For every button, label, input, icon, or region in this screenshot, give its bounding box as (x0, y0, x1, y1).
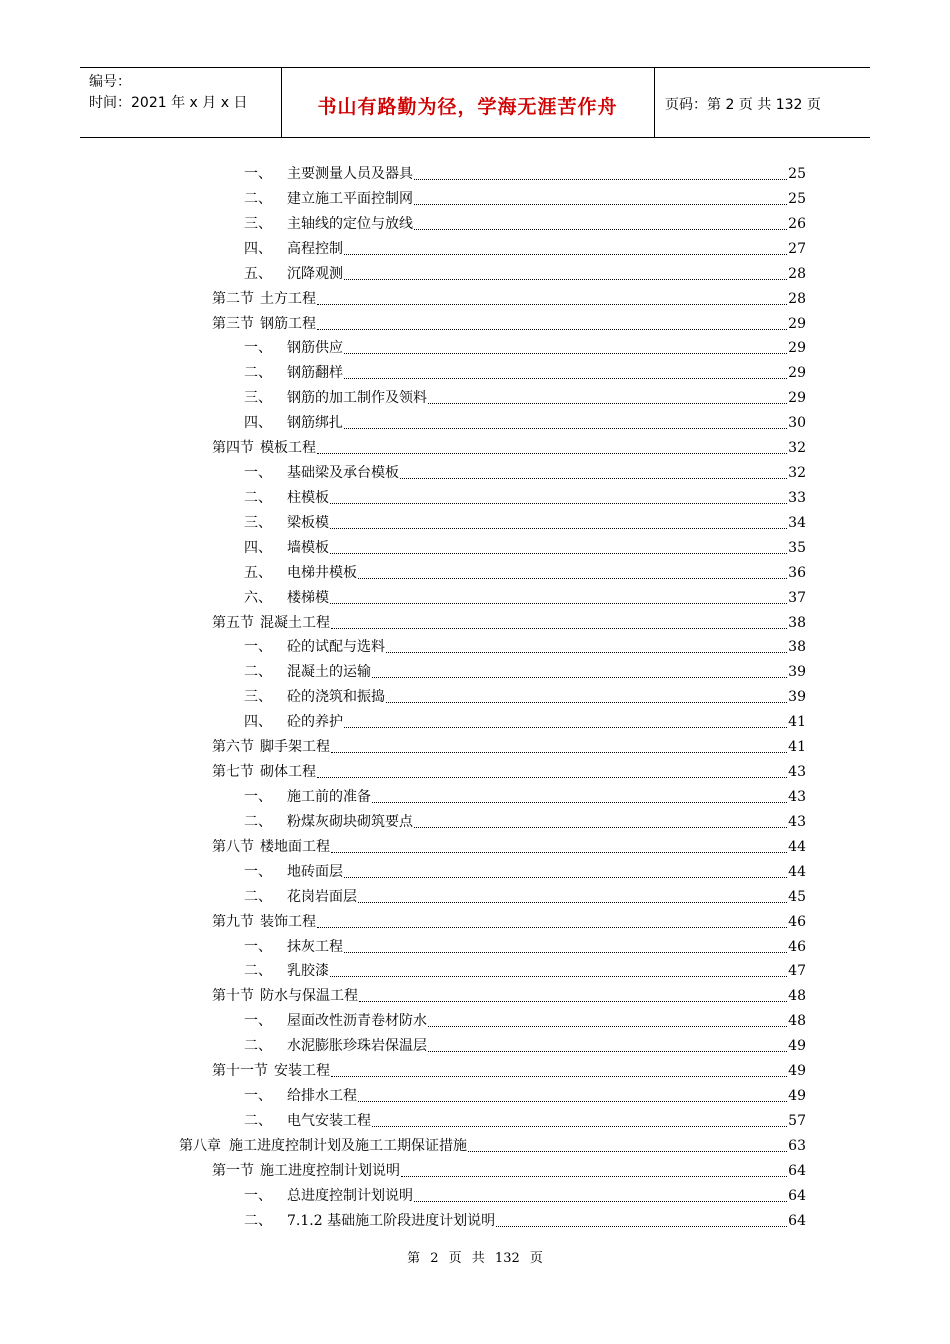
toc-dot-leader (317, 326, 787, 330)
toc-entry-page: 28 (788, 290, 806, 307)
toc-entry-page: 39 (788, 664, 806, 681)
toc-entry-number: 一、 (244, 789, 272, 805)
toc-entry[interactable] (179, 1130, 806, 1155)
toc-entry[interactable] (244, 183, 806, 208)
toc-entry[interactable] (244, 357, 806, 382)
document-date-label: 时间：2021 年 x 月 x 日 (89, 95, 248, 111)
toc-dot-leader (344, 350, 787, 354)
toc-dot-leader (400, 475, 787, 479)
toc-entry[interactable] (244, 931, 806, 956)
toc-dot-leader (372, 799, 787, 803)
toc-entry-page: 43 (788, 764, 806, 781)
toc-dot-leader (428, 1023, 787, 1027)
page-footer: 第 2 页 共 132 页 (407, 1251, 543, 1266)
toc-entry-title: 楼梯模 (287, 589, 329, 606)
toc-entry[interactable] (244, 1105, 806, 1130)
toc-dot-leader (414, 176, 787, 180)
toc-entry-page: 32 (788, 465, 806, 482)
toc-entry-page: 29 (788, 340, 806, 357)
toc-dot-leader (330, 550, 787, 554)
toc-entry-number: 五、 (244, 265, 272, 282)
toc-entry-number: 第四节 (212, 440, 254, 457)
toc-dot-leader (344, 251, 787, 255)
toc-entry-title: 钢筋的加工制作及领料 (287, 390, 427, 407)
toc-entry-title: 防水与保温工程 (260, 988, 358, 1005)
toc-entry-title: 脚手架工程 (260, 739, 330, 756)
header-motto-cell (281, 68, 655, 137)
toc-entry-page: 29 (788, 365, 806, 382)
toc-entry[interactable] (212, 980, 806, 1005)
toc-entry-number: 第八章 (179, 1137, 221, 1154)
toc-entry-title: 7.1.2 基础施工阶段进度计划说明 (287, 1212, 496, 1229)
toc-entry[interactable] (244, 582, 806, 607)
toc-entry-title: 给排水工程 (287, 1088, 357, 1105)
toc-entry-page: 25 (788, 190, 806, 207)
document-number-label: 编号： (89, 74, 131, 90)
toc-entry[interactable] (212, 283, 806, 308)
toc-entry[interactable] (244, 382, 806, 407)
toc-entry-page: 44 (788, 838, 806, 855)
toc-entry-number: 一、 (244, 1013, 272, 1030)
toc-entry-title: 装饰工程 (260, 913, 316, 930)
toc-entry-number: 一、 (244, 863, 272, 880)
toc-entry-number: 三、 (244, 390, 272, 407)
toc-entry[interactable] (244, 208, 806, 233)
toc-entry[interactable] (244, 532, 806, 557)
toc-entry-title: 钢筋绑扎 (287, 415, 343, 432)
toc-entry-number: 二、 (244, 813, 272, 830)
toc-entry[interactable] (244, 258, 806, 283)
toc-dot-leader (344, 724, 787, 728)
toc-dot-leader (344, 276, 787, 280)
toc-entry[interactable] (244, 1080, 806, 1105)
header-meta-cell (80, 68, 282, 137)
toc-entry[interactable] (244, 407, 806, 432)
toc-entry[interactable] (244, 706, 806, 731)
header-motto: 书山有路勤为径，学海无涯苦作舟 (317, 96, 618, 118)
toc-entry[interactable] (244, 1205, 806, 1230)
toc-entry[interactable] (244, 681, 806, 706)
toc-entry[interactable] (244, 1030, 806, 1055)
toc-entry-title: 建立施工平面控制网 (287, 190, 413, 207)
toc-entry-number: 三、 (244, 215, 272, 232)
toc-entry-page: 44 (788, 863, 806, 880)
toc-entry[interactable] (212, 607, 806, 632)
toc-entry[interactable] (244, 233, 806, 258)
toc-entry-title: 钢筋翻样 (287, 365, 343, 382)
toc-entry[interactable] (244, 457, 806, 482)
toc-entry-number: 四、 (244, 714, 272, 731)
toc-dot-leader (359, 998, 787, 1002)
toc-entry-page: 45 (788, 888, 806, 905)
toc-entry-title: 施工前的准备 (287, 789, 371, 805)
toc-entry-number: 第十节 (212, 988, 254, 1005)
toc-entry-title: 抹灰工程 (287, 938, 343, 955)
toc-entry-number: 第十一节 (212, 1063, 268, 1080)
toc-entry-title: 土方工程 (260, 290, 316, 307)
toc-entry-page: 64 (788, 1212, 806, 1229)
toc-entry-page: 39 (788, 689, 806, 706)
toc-entry-number: 一、 (244, 166, 272, 182)
toc-entry[interactable] (244, 1005, 806, 1030)
toc-entry-number: 二、 (244, 489, 272, 506)
toc-dot-leader (331, 1073, 787, 1077)
toc-entry-number: 第八节 (212, 838, 254, 855)
toc-entry-page: 37 (788, 589, 806, 606)
toc-entry-page: 38 (788, 639, 806, 656)
toc-entry[interactable] (244, 557, 806, 582)
toc-dot-leader (344, 425, 787, 429)
toc-entry[interactable] (244, 482, 806, 507)
toc-entry-page: 46 (788, 938, 806, 955)
toc-entry-number: 二、 (244, 1212, 272, 1229)
toc-entry-number: 五、 (244, 564, 272, 581)
toc-dot-leader (414, 824, 787, 828)
toc-entry-number: 三、 (244, 689, 272, 706)
toc-dot-leader (358, 575, 787, 579)
toc-entry-number: 第一节 (212, 1162, 254, 1179)
page-header (80, 67, 870, 138)
toc-entry-page: 41 (788, 739, 806, 756)
toc-entry[interactable] (212, 1055, 806, 1080)
toc-entry[interactable] (212, 731, 806, 756)
toc-entry-number: 一、 (244, 1088, 272, 1105)
toc-entry-title: 粉煤灰砌块砌筑要点 (287, 813, 413, 830)
toc-entry-title: 总进度控制计划说明 (287, 1187, 413, 1204)
toc-entry-page: 48 (788, 988, 806, 1005)
toc-entry-title: 高程控制 (287, 240, 343, 257)
toc-entry-page: 49 (788, 1088, 806, 1105)
toc-entry-number: 六、 (244, 589, 272, 606)
header-page-cell (655, 68, 870, 137)
toc-entry-title: 模板工程 (260, 440, 316, 457)
toc-entry-title: 墙模板 (287, 539, 329, 556)
toc-entry-title: 砌体工程 (260, 764, 316, 781)
toc-entry-number: 第七节 (212, 764, 254, 781)
toc-entry-page: 30 (788, 415, 806, 432)
toc-entry-title: 主要测量人员及器具 (287, 166, 413, 182)
toc-entry-page: 43 (788, 813, 806, 830)
toc-dot-leader (344, 375, 787, 379)
toc-entry-page: 64 (788, 1187, 806, 1204)
toc-entry-page: 41 (788, 714, 806, 731)
toc-dot-leader (317, 924, 787, 928)
toc-entry[interactable] (212, 906, 806, 931)
toc-entry-title: 施工进度控制计划说明 (260, 1162, 400, 1179)
toc-dot-leader (386, 649, 787, 653)
toc-entry[interactable] (244, 856, 806, 881)
toc-entry[interactable] (212, 308, 806, 333)
toc-dot-leader (372, 1123, 787, 1127)
toc-entry[interactable] (212, 756, 806, 781)
toc-entry[interactable] (212, 831, 806, 856)
toc-entry[interactable] (212, 1155, 806, 1180)
toc-entry-title: 主轴线的定位与放线 (287, 215, 413, 232)
toc-entry-page: 43 (788, 789, 806, 805)
toc-dot-leader (496, 1223, 787, 1227)
toc-entry-page: 38 (788, 614, 806, 631)
toc-entry-title: 施工进度控制计划及施工工期保证措施 (229, 1137, 467, 1154)
toc-entry-title: 砼的养护 (287, 714, 343, 731)
toc-dot-leader (317, 450, 787, 454)
toc-entry[interactable] (244, 1180, 806, 1205)
toc-entry-page: 49 (788, 1063, 806, 1080)
toc-entry-number: 第三节 (212, 315, 254, 332)
toc-entry-page: 34 (788, 514, 806, 531)
toc-entry-title: 混凝土的运输 (287, 664, 371, 681)
toc-dot-leader (414, 226, 787, 230)
toc-dot-leader (330, 500, 787, 504)
toc-entry-page: 63 (788, 1137, 806, 1154)
toc-entry[interactable] (244, 781, 806, 806)
toc-entry[interactable] (244, 631, 806, 656)
toc-entry-number: 二、 (244, 1112, 272, 1129)
toc-entry[interactable] (244, 881, 806, 906)
header-page-info: 页码：第 2 页 共 132 页 (665, 97, 821, 113)
toc-dot-leader (414, 1198, 787, 1202)
toc-dot-leader (386, 699, 787, 703)
toc-dot-leader (344, 874, 787, 878)
toc-dot-leader (331, 849, 787, 853)
toc-dot-leader (344, 949, 787, 953)
toc-entry-page: 25 (788, 166, 806, 182)
toc-entry-title: 地砖面层 (287, 863, 343, 880)
toc-entry-title: 沉降观测 (287, 265, 343, 282)
toc-entry[interactable] (244, 158, 806, 183)
toc-entry-number: 第九节 (212, 913, 254, 930)
toc-entry[interactable] (244, 656, 806, 681)
toc-entry-page: 35 (788, 539, 806, 556)
toc-entry-page: 46 (788, 913, 806, 930)
toc-dot-leader (331, 749, 787, 753)
toc-entry-number: 二、 (244, 190, 272, 207)
toc-dot-leader (330, 525, 787, 529)
toc-entry-page: 48 (788, 1013, 806, 1030)
toc-entry-number: 二、 (244, 365, 272, 382)
toc-entry-page: 49 (788, 1038, 806, 1055)
toc-entry-page: 29 (788, 315, 806, 332)
toc-entry-page: 26 (788, 215, 806, 232)
toc-entry-page: 29 (788, 390, 806, 407)
toc-entry-title: 砼的浇筑和振捣 (287, 689, 385, 706)
toc-entry-title: 钢筋工程 (260, 315, 316, 332)
toc-entry-number: 四、 (244, 240, 272, 257)
toc-entry-number: 一、 (244, 639, 272, 656)
toc-entry-title: 电梯井模板 (287, 564, 357, 581)
toc-entry-title: 基础梁及承台模板 (287, 465, 399, 482)
toc-entry-page: 64 (788, 1162, 806, 1179)
toc-dot-leader (468, 1148, 787, 1152)
toc-entry-page: 32 (788, 440, 806, 457)
toc-entry-number: 第六节 (212, 739, 254, 756)
toc-entry-title: 楼地面工程 (260, 838, 330, 855)
toc-entry-title: 水泥膨胀珍珠岩保温层 (287, 1038, 427, 1055)
toc-dot-leader (331, 625, 787, 629)
toc-entry-title: 花岗岩面层 (287, 888, 357, 905)
toc-entry-page: 36 (788, 564, 806, 581)
toc-entry[interactable] (244, 332, 806, 357)
toc-entry-number: 第二节 (212, 290, 254, 307)
toc-entry-number: 一、 (244, 465, 272, 482)
toc-dot-leader (428, 1048, 787, 1052)
toc-entry-number: 一、 (244, 938, 272, 955)
toc-entry[interactable] (244, 955, 806, 980)
toc-entry[interactable] (244, 507, 806, 532)
toc-entry-page: 47 (788, 963, 806, 980)
toc-entry-number: 二、 (244, 1038, 272, 1055)
toc-dot-leader (358, 899, 787, 903)
toc-entry-number: 一、 (244, 1187, 272, 1204)
toc-entry-number: 二、 (244, 888, 272, 905)
toc-dot-leader (317, 774, 787, 778)
toc-entry-number: 二、 (244, 664, 272, 681)
toc-dot-leader (317, 301, 787, 305)
toc-dot-leader (358, 1098, 787, 1102)
toc-entry-title: 钢筋供应 (287, 340, 343, 357)
toc-entry-page: 27 (788, 240, 806, 257)
toc-entry-title: 柱模板 (287, 489, 329, 506)
toc-entry-page: 28 (788, 265, 806, 282)
toc-entry-title: 梁板模 (287, 514, 329, 531)
toc-dot-leader (330, 600, 787, 604)
toc-dot-leader (414, 201, 787, 205)
toc-entry-title: 混凝土工程 (260, 614, 330, 631)
toc-entry-title: 屋面改性沥青卷材防水 (287, 1013, 427, 1030)
toc-dot-leader (330, 973, 787, 977)
toc-entry[interactable] (244, 806, 806, 831)
toc-entry-number: 第五节 (212, 614, 254, 631)
toc-dot-leader (428, 400, 787, 404)
toc-entry-page: 33 (788, 489, 806, 506)
toc-entry-number: 四、 (244, 415, 272, 432)
toc-entry[interactable] (212, 432, 806, 457)
toc-entry-title: 安装工程 (274, 1063, 330, 1080)
toc-entry-number: 三、 (244, 514, 272, 531)
toc-entry-title: 砼的试配与选料 (287, 639, 385, 656)
toc-entry-number: 四、 (244, 539, 272, 556)
toc-entry-number: 二、 (244, 963, 272, 980)
toc-entry-number: 一、 (244, 340, 272, 357)
toc-dot-leader (401, 1173, 787, 1177)
toc-entry-title: 电气安装工程 (287, 1112, 371, 1129)
toc-dot-leader (372, 674, 787, 678)
toc-entry-title: 乳胶漆 (287, 963, 329, 980)
toc-entry-page: 57 (788, 1112, 806, 1129)
